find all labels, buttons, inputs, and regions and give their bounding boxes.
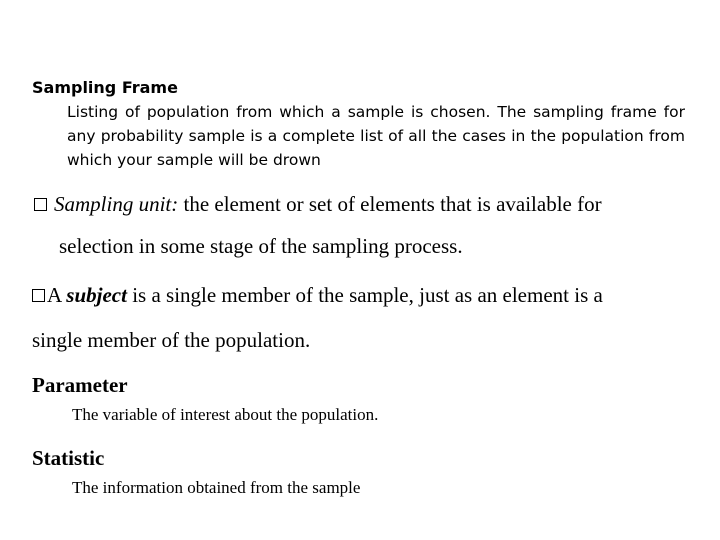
sampling-frame-definition: Listing of population from which a sample is chosen. The sampling frame for any probability sample is a complete list of all the cases in the population from which your sample will be drown [67,103,685,169]
parameter-heading: Parameter [32,373,128,397]
sampling-unit-line-1 [34,192,602,217]
sampling-unit-term: Sampling unit: [54,192,179,216]
sampling-unit-text-2: selection in some stage of the sampling process. [59,234,463,258]
statistic-description: The information obtained from the sample [72,478,361,497]
checkbox-bullet-icon [32,289,45,302]
subject-prefix: A [47,283,67,307]
parameter-description: The variable of interest about the population. [72,405,379,424]
sampling-frame-heading: Sampling Frame [32,78,178,97]
sampling-unit-text-1: the element or set of elements that is available for [178,192,602,216]
subject-line-1 [32,283,603,308]
subject-text-1: is a single member of the sample, just as an element is a [126,283,603,307]
subject-term: subject [66,283,127,307]
checkbox-bullet-icon [34,198,47,211]
statistic-heading: Statistic [32,446,105,470]
subject-text-2: single member of the population. [32,328,311,352]
